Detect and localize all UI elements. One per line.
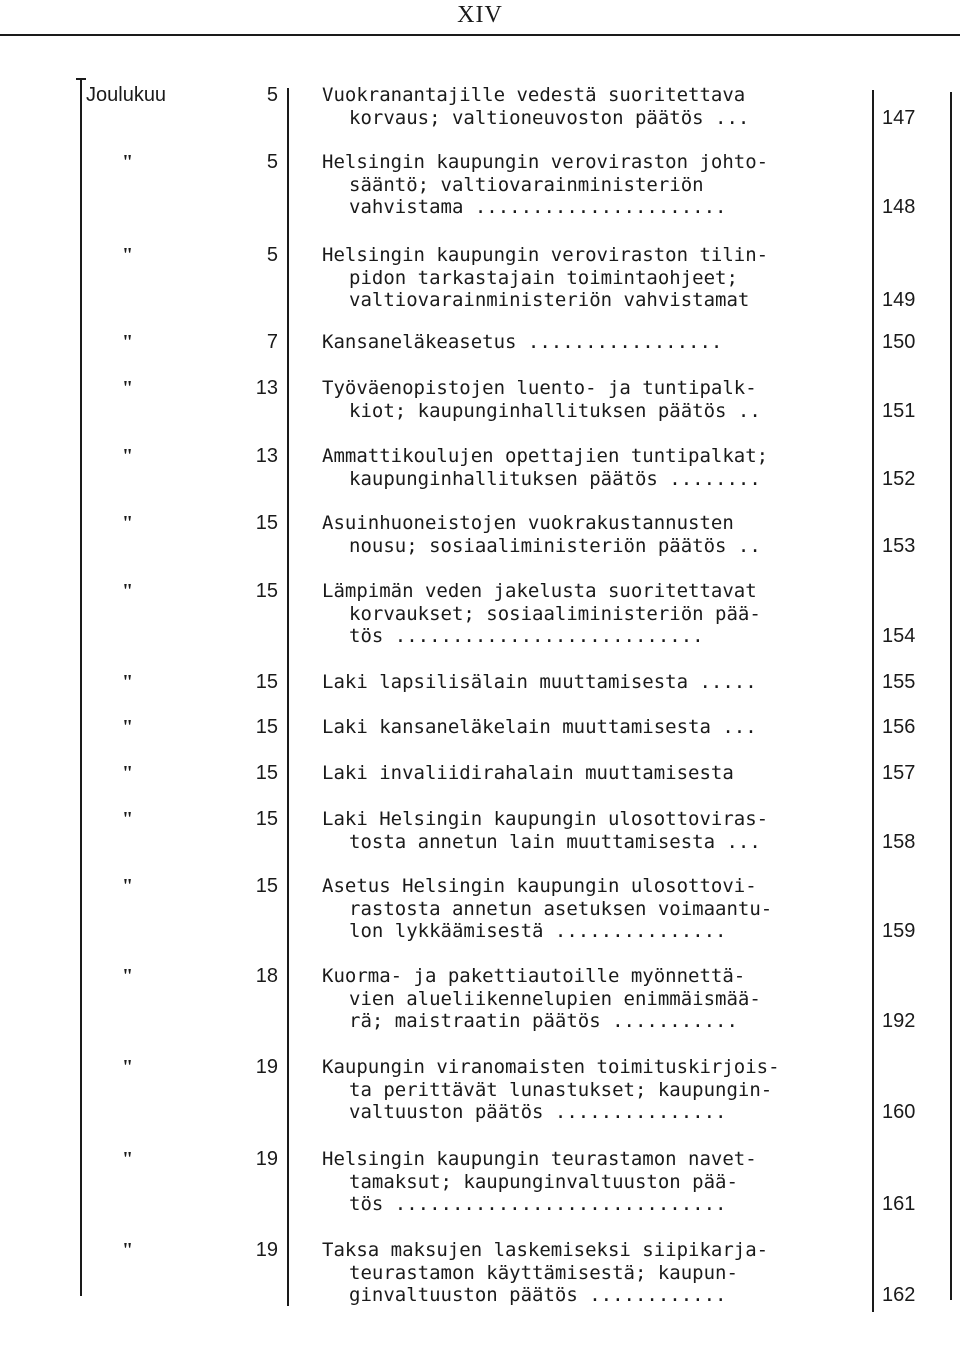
- entry-title-line: teurastamon käyttämisestä; kaupun-: [349, 1261, 738, 1284]
- entry-title-line: ta perittävät lunastukset; kaupungin-: [349, 1078, 773, 1101]
- entry-title-line: rä; maistraatin päätös ...........: [349, 1010, 738, 1032]
- entry-day: 15: [255, 512, 278, 534]
- entry-title: [322, 331, 870, 354]
- entry-title: [322, 716, 870, 739]
- ditto-mark: ": [122, 377, 134, 399]
- ditto-mark: ": [122, 808, 134, 830]
- entry-page-number: 148: [882, 196, 916, 218]
- ditto-mark: ": [122, 1056, 134, 1078]
- entry-title-line: pidon tarkastajain toimintaohjeet;: [349, 266, 738, 289]
- ditto-mark: ": [122, 151, 134, 173]
- entry-page-number: 159: [882, 920, 916, 942]
- ditto-mark: ": [122, 1148, 134, 1170]
- entry-title: [322, 377, 870, 422]
- entry-title-line: Lämpimän veden jakelusta suoritettavat: [322, 580, 757, 602]
- ditto-mark: ": [122, 445, 134, 467]
- entry-title-line: vahvistama ......................: [349, 196, 727, 218]
- entry-title-line: ginvaltuuston päätös ............: [349, 1284, 727, 1306]
- entry-day: 13: [255, 377, 278, 399]
- entry-page-number: 155: [882, 671, 916, 693]
- entry-title-line: Helsingin kaupungin teurastamon navet-: [322, 1148, 757, 1170]
- ditto-mark: ": [122, 762, 134, 784]
- entry-day: 5: [266, 151, 278, 173]
- ditto-mark: ": [122, 716, 134, 738]
- entry-title-line: Laki invaliidirahalain muuttamisesta: [322, 762, 734, 784]
- entry-day: 7: [266, 331, 278, 353]
- entry-title: [322, 1239, 870, 1307]
- entry-title-line: Kuorma- ja pakettiautoille myönnettä-: [322, 965, 746, 987]
- entry-title-line: rastosta annetun asetuksen voimaantu-: [349, 897, 773, 920]
- entry-day: 15: [255, 580, 278, 602]
- entry-day: 18: [255, 965, 278, 987]
- entry-title-line: Taksa maksujen laskemiseksi siipikarja-: [322, 1239, 769, 1261]
- entry-day: 19: [255, 1056, 278, 1078]
- entry-day: 15: [255, 716, 278, 738]
- entry-day: 15: [255, 875, 278, 897]
- entry-title-line: nousu; sosiaaliministeriön päätös ..: [349, 534, 761, 557]
- entry-title: [322, 84, 870, 129]
- entry-page-number: 150: [882, 331, 916, 353]
- entry-title: [322, 808, 870, 853]
- entry-day: 15: [255, 671, 278, 693]
- entry-title-line: Helsingin kaupungin veroviraston tilin-: [322, 244, 769, 266]
- entry-title: [322, 244, 870, 312]
- ditto-mark: ": [122, 671, 134, 693]
- entry-title: [322, 1056, 870, 1124]
- entry-page-number: 157: [882, 762, 916, 784]
- ditto-mark: ": [122, 875, 134, 897]
- entry-title: [322, 445, 870, 490]
- entry-title-line: korvaukset; sosiaaliministeriön pää-: [349, 602, 761, 625]
- page-number: XIV: [457, 2, 503, 28]
- entry-title-line: korvaus; valtioneuvoston päätös ...: [349, 106, 750, 129]
- entry-day: 15: [255, 808, 278, 830]
- entry-title-line: Vuokranantajille vedestä suoritettava: [322, 84, 746, 106]
- ditto-mark: ": [122, 244, 134, 266]
- entry-title: [322, 151, 870, 219]
- entry-title: [322, 762, 870, 785]
- entry-title-line: vien alueliikennelupien enimmäismää-: [349, 987, 761, 1010]
- entry-page-number: 149: [882, 289, 916, 311]
- entry-page-number: 158: [882, 830, 916, 853]
- entry-title-line: Helsingin kaupungin veroviraston johto-: [322, 151, 769, 173]
- ditto-mark: ": [122, 965, 134, 987]
- entry-page-number: 153: [882, 534, 916, 557]
- entry-page-number: 161: [882, 1193, 916, 1215]
- ditto-mark: ": [122, 512, 134, 534]
- entry-title-line: Ammattikoulujen opettajien tuntipalkat;: [322, 445, 769, 467]
- entry-title-line: Kansaneläkeasetus .................: [322, 331, 723, 353]
- entry-day: 5: [266, 244, 278, 266]
- day-column-divider: [287, 88, 289, 1306]
- entry-day: 15: [255, 762, 278, 784]
- entry-title-line: tös ...........................: [349, 625, 704, 647]
- entry-title-line: tös .............................: [349, 1193, 727, 1215]
- ditto-mark: ": [122, 1239, 134, 1261]
- entry-page-number: 192: [882, 1010, 916, 1032]
- entry-page-number: 147: [882, 106, 916, 129]
- entry-title: [322, 580, 870, 648]
- entry-page-number: 152: [882, 467, 916, 490]
- left-border: [80, 78, 82, 1296]
- entry-title-line: kiot; kaupunginhallituksen päätös ..: [349, 399, 761, 422]
- entry-title-line: Laki lapsilisälain muuttamisesta .....: [322, 671, 757, 693]
- right-border: [950, 92, 952, 1300]
- top-rule: [0, 34, 960, 36]
- entry-page-number: 151: [882, 399, 916, 422]
- entry-day: 5: [266, 84, 278, 106]
- entry-day: 13: [255, 445, 278, 467]
- entry-title-line: Työväenopistojen luento- ja tuntipalk-: [322, 377, 757, 399]
- entry-title-line: lon lykkäämisestä ...............: [349, 920, 727, 942]
- entry-title-line: tosta annetun lain muuttamisesta ...: [349, 830, 761, 853]
- entry-title: [322, 875, 870, 943]
- entry-title: [322, 965, 870, 1033]
- entry-day: 19: [255, 1239, 278, 1261]
- entry-title-line: tamaksut; kaupunginvaltuuston pää-: [349, 1170, 738, 1193]
- entry-page-number: 160: [882, 1101, 916, 1123]
- month-label: Joulukuu: [86, 84, 167, 106]
- entry-title-line: Laki Helsingin kaupungin ulosottoviras-: [322, 808, 769, 830]
- entry-title: [322, 671, 870, 694]
- entry-page-number: 154: [882, 625, 916, 647]
- entry-day: 19: [255, 1148, 278, 1170]
- page-column-divider: [872, 90, 874, 1312]
- entry-title-line: kaupunginhallituksen päätös ........: [349, 467, 761, 490]
- ditto-mark: ": [122, 331, 134, 353]
- entry-title: [322, 512, 870, 557]
- entry-title-line: Kaupungin viranomaisten toimituskirjois-: [322, 1056, 780, 1078]
- entry-title-line: Asuinhuoneistojen vuokrakustannusten: [322, 512, 734, 534]
- entry-title-line: Asetus Helsingin kaupungin ulosottovi-: [322, 875, 757, 897]
- left-corner-tick: [76, 78, 86, 80]
- entry-page-number: 162: [882, 1284, 916, 1306]
- entry-title-line: Laki kansaneläkelain muuttamisesta ...: [322, 716, 757, 738]
- entry-title: [322, 1148, 870, 1216]
- entry-title-line: valtiovarainministeriön vahvistamat: [349, 289, 750, 311]
- entry-title-line: valtuuston päätös ...............: [349, 1101, 727, 1123]
- ditto-mark: ": [122, 580, 134, 602]
- entry-page-number: 156: [882, 716, 916, 738]
- entry-title-line: sääntö; valtiovarainministeriön: [349, 173, 704, 196]
